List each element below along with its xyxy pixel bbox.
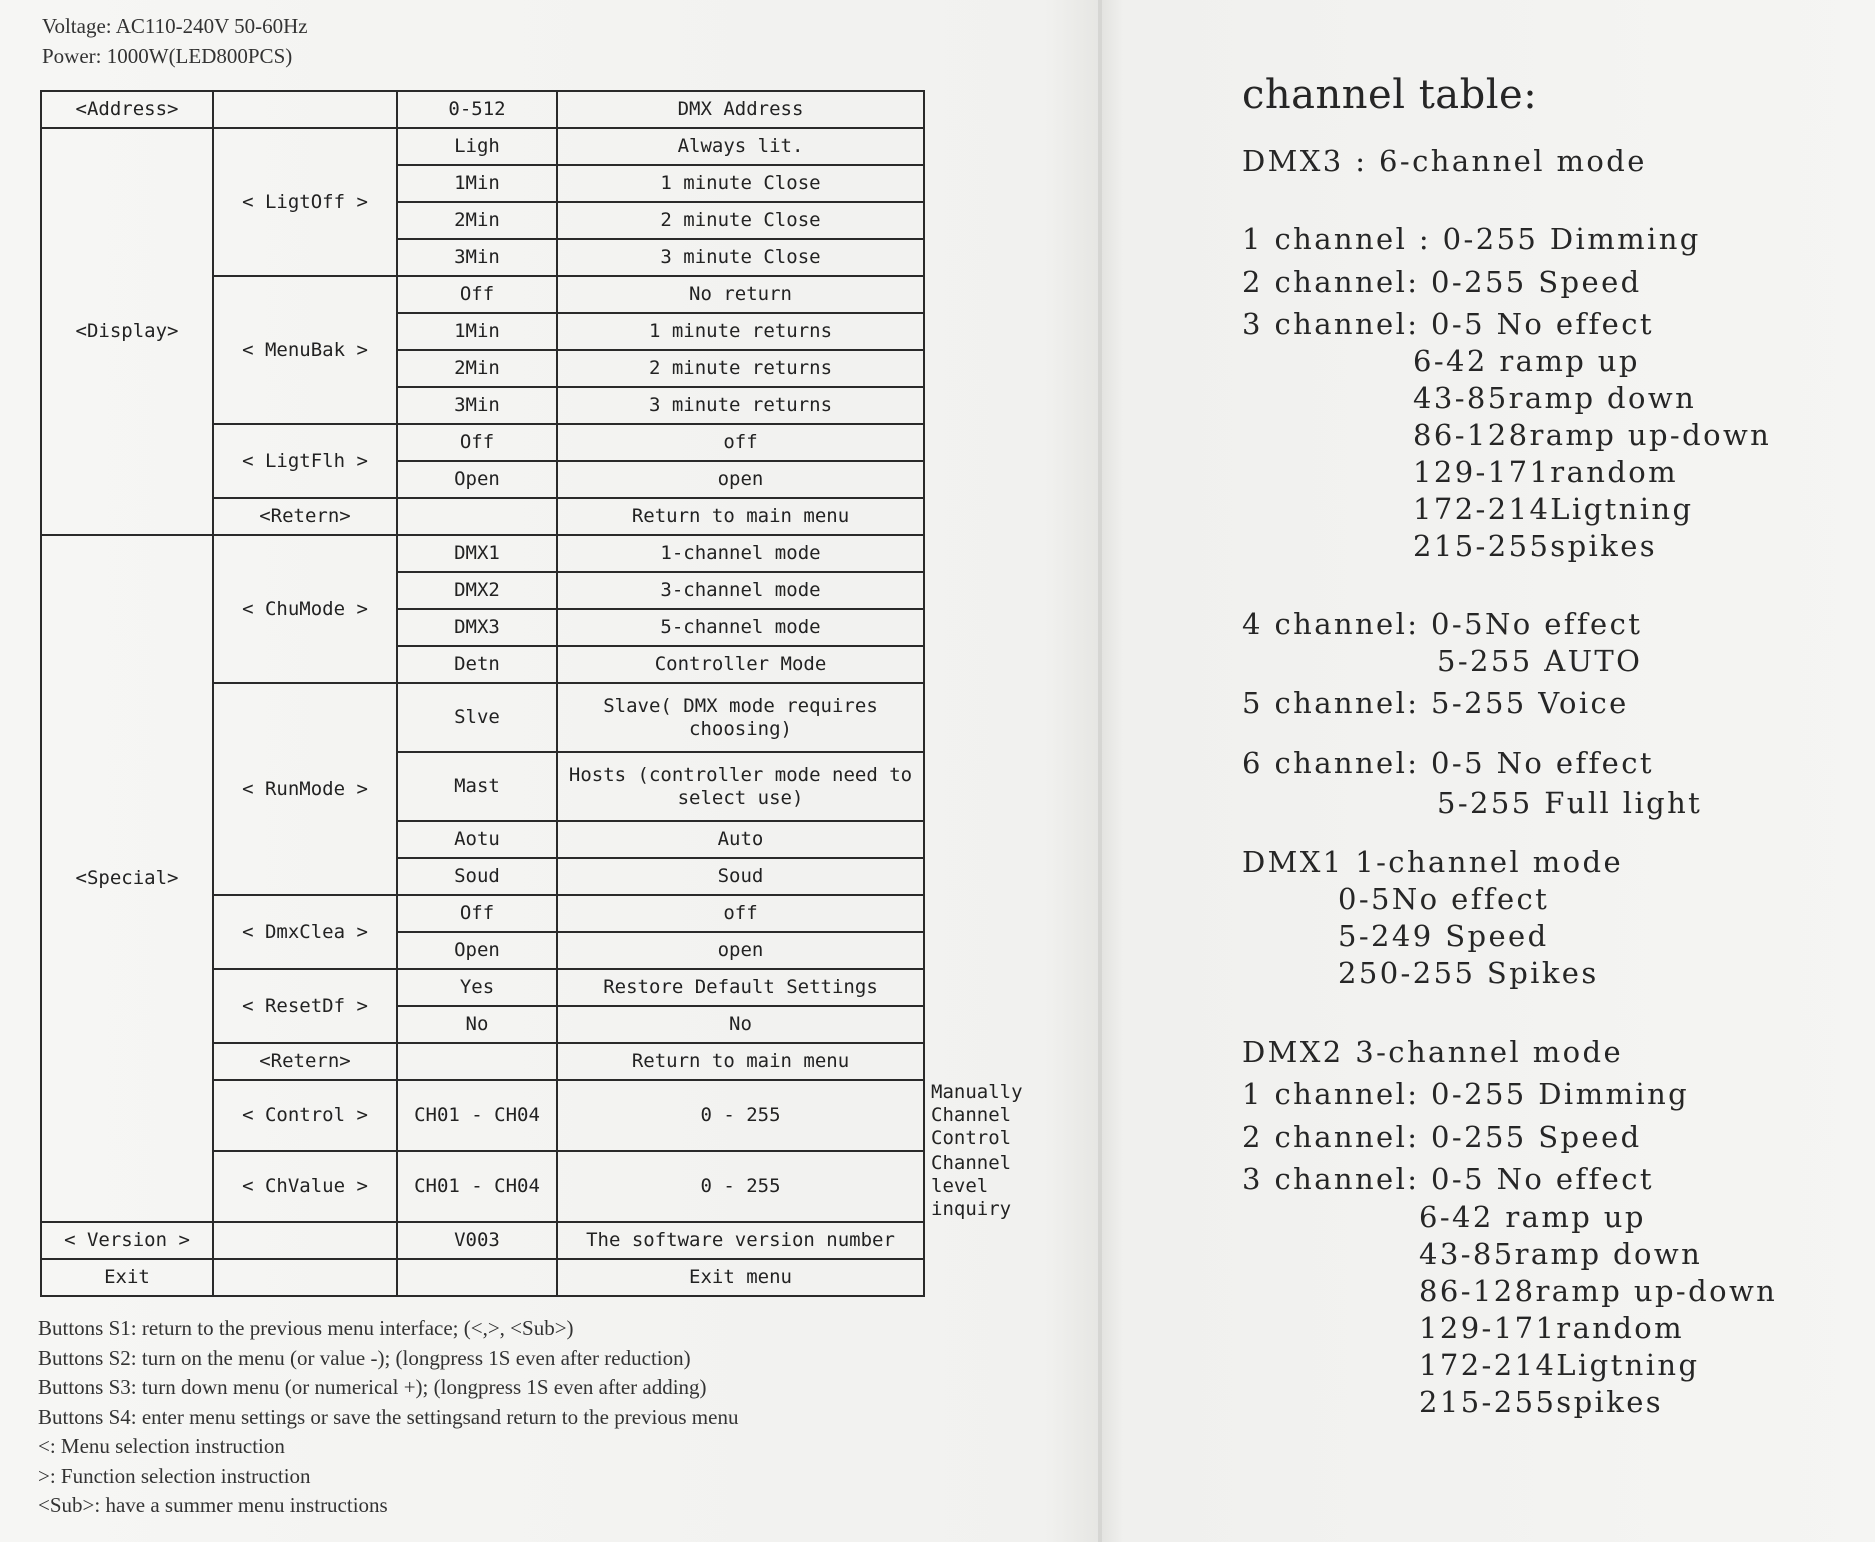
value-cell: No (397, 1006, 557, 1043)
table-row (41, 91, 924, 128)
desc-cell: Always lit. (557, 128, 924, 165)
value-cell: Slve (397, 683, 557, 752)
menu-cell: <Address> (41, 91, 213, 128)
note-line: Buttons S2: turn on the menu (or value -); (longpress 1S even after reduction) (38, 1345, 691, 1370)
value-cell: DMX3 (397, 609, 557, 646)
table-row (41, 535, 924, 572)
value-cell: Off (397, 424, 557, 461)
channel-line: 5-249 Speed (1338, 919, 1549, 953)
submenu-cell: < ChuMode > (213, 535, 397, 683)
desc-cell: Return to main menu (557, 1043, 924, 1080)
button-notes (38, 1314, 738, 1521)
mode-heading: DMX1 1-channel mode (1242, 845, 1624, 879)
desc-cell: open (557, 461, 924, 498)
channel-line: 5 channel: 5-255 Voice (1242, 686, 1629, 720)
value-cell: DMX2 (397, 572, 557, 609)
channel-line: 6-42 ramp up (1413, 344, 1640, 378)
desc-cell: Soud (557, 858, 924, 895)
desc-cell: 1-channel mode (557, 535, 924, 572)
note-line: <: Menu selection instruction (38, 1434, 285, 1458)
desc-cell: 3 minute returns (557, 387, 924, 424)
value-cell: Aotu (397, 821, 557, 858)
channel-line: 215-255spikes (1419, 1385, 1664, 1419)
channel-line: 2 channel: 0-255 Speed (1242, 265, 1642, 299)
submenu-cell (213, 91, 397, 128)
channel-line: 215-255spikes (1413, 529, 1658, 563)
desc-cell: 2 minute Close (557, 202, 924, 239)
desc-cell: off (557, 895, 924, 932)
value-cell: DMX1 (397, 535, 557, 572)
value-cell: Open (397, 932, 557, 969)
submenu-cell: <Retern> (213, 498, 397, 535)
menu-cell: < ChValue > (213, 1151, 397, 1222)
channel-line: 86-128ramp up-down (1419, 1274, 1778, 1308)
desc-cell: The software version number (557, 1222, 924, 1259)
channel-line: 1 channel : 0-255 Dimming (1242, 222, 1701, 256)
channel-line: 0-5No effect (1338, 882, 1550, 916)
note-line: Buttons S4: enter menu settings or save the settingsand return to the previous menu (38, 1404, 739, 1429)
note-line: <Sub>: have a summer menu instructions (38, 1493, 388, 1517)
value-cell: 0 - 255 (557, 1151, 924, 1222)
menu-cell: < Version > (41, 1222, 213, 1259)
value-cell: 3Min (397, 387, 557, 424)
desc-cell: off (557, 424, 924, 461)
value-cell (397, 498, 557, 535)
menu-cell: <Special> (41, 535, 213, 1222)
channel-line: 129-171random (1413, 455, 1679, 489)
desc-cell: Hosts (controller mode need to select use) (557, 752, 924, 821)
value-cell: 0 - 255 (557, 1080, 924, 1151)
submenu-cell: <Retern> (213, 1043, 397, 1080)
note-line: >: Function selection instruction (38, 1463, 311, 1488)
channel-line: 4 channel: 0-5No effect (1242, 607, 1643, 641)
submenu-cell: < LigtOff > (213, 128, 397, 276)
channel-line: 2 channel: 0-255 Speed (1242, 1120, 1642, 1154)
desc-cell: Slave( DMX mode requires choosing) (557, 683, 924, 752)
desc-cell: 2 minute returns (557, 350, 924, 387)
channel-line: 129-171random (1419, 1311, 1685, 1345)
submenu-cell: < ResetDf > (213, 969, 397, 1043)
desc-cell: 3-channel mode (557, 572, 924, 609)
menu-cell: <Display> (41, 128, 213, 535)
menu-cell: < Control > (213, 1080, 397, 1151)
table-row (41, 128, 924, 165)
submenu-cell: < MenuBak > (213, 276, 397, 424)
value-cell: Soud (397, 858, 557, 895)
page-fold (1098, 0, 1102, 1542)
desc-cell: Return to main menu (557, 498, 924, 535)
desc-cell: No return (557, 276, 924, 313)
value-cell: 2Min (397, 202, 557, 239)
channel-line: 5-255 AUTO (1437, 644, 1643, 678)
channel-line: 172-214Ligtning (1413, 492, 1694, 526)
submenu-cell: < LigtFlh > (213, 424, 397, 498)
note-line: Buttons S3: turn down menu (or numerical +); (longpress 1S even after adding) (38, 1375, 707, 1399)
channel-line: 1 channel: 0-255 Dimming (1242, 1077, 1690, 1111)
channel-line: 43-85ramp down (1413, 381, 1697, 415)
mode-heading: DMX2 3-channel mode (1242, 1035, 1624, 1069)
value-cell: 2Min (397, 350, 557, 387)
value-cell: 3Min (397, 239, 557, 276)
desc-cell: Restore Default Settings (557, 969, 924, 1006)
value-cell: 1Min (397, 313, 557, 350)
value-cell (397, 1043, 557, 1080)
value-cell: Yes (397, 969, 557, 1006)
channel-line: 43-85ramp down (1419, 1237, 1703, 1271)
menu-table (40, 90, 925, 1297)
value-cell: 0-512 (397, 91, 557, 128)
channel-line: 3 channel: 0-5 No effect (1242, 307, 1654, 341)
submenu-cell: CH01 - CH04 (397, 1151, 557, 1222)
channel-line: 5-255 Full light (1437, 786, 1703, 820)
value-cell: Open (397, 461, 557, 498)
voltage-spec: Voltage: AC110-240V 50-60Hz (42, 14, 308, 38)
value-cell: 1Min (397, 165, 557, 202)
value-cell: Detn (397, 646, 557, 683)
mode-heading: DMX3 : 6-channel mode (1242, 144, 1647, 178)
channel-line: 6-42 ramp up (1419, 1200, 1646, 1234)
desc-cell: 1 minute Close (557, 165, 924, 202)
value-cell: Off (397, 895, 557, 932)
desc-cell: 1 minute returns (557, 313, 924, 350)
desc-cell: No (557, 1006, 924, 1043)
desc-cell: Exit menu (557, 1259, 924, 1296)
table-row (41, 1222, 924, 1259)
desc-cell: 3 minute Close (557, 239, 924, 276)
value-cell: Mast (397, 752, 557, 821)
power-spec: Power: 1000W(LED800PCS) (42, 44, 293, 68)
submenu-cell: CH01 - CH04 (397, 1080, 557, 1151)
desc-cell: Auto (557, 821, 924, 858)
submenu-cell: < RunMode > (213, 683, 397, 895)
value-cell (397, 1259, 557, 1296)
menu-cell: Exit (41, 1259, 213, 1296)
desc-cell: open (557, 932, 924, 969)
channel-line: 3 channel: 0-5 No effect (1242, 1162, 1654, 1196)
desc-cell: 5-channel mode (557, 609, 924, 646)
channel-table-heading: channel table: (1242, 72, 1538, 118)
value-cell: Ligh (397, 128, 557, 165)
submenu-cell (213, 1259, 397, 1296)
channel-line: 86-128ramp up-down (1413, 418, 1772, 452)
channel-line: 6 channel: 0-5 No effect (1242, 746, 1654, 780)
table-row (41, 1259, 924, 1296)
channel-line: 250-255 Spikes (1338, 956, 1599, 990)
desc-cell: Controller Mode (557, 646, 924, 683)
note-line: Buttons S1: return to the previous menu interface; (<,>, <Sub>) (38, 1316, 574, 1340)
submenu-cell (213, 1222, 397, 1259)
desc-cell: DMX Address (557, 91, 924, 128)
channel-line: 172-214Ligtning (1419, 1348, 1700, 1382)
value-cell: Off (397, 276, 557, 313)
value-cell: V003 (397, 1222, 557, 1259)
submenu-cell: < DmxClea > (213, 895, 397, 969)
